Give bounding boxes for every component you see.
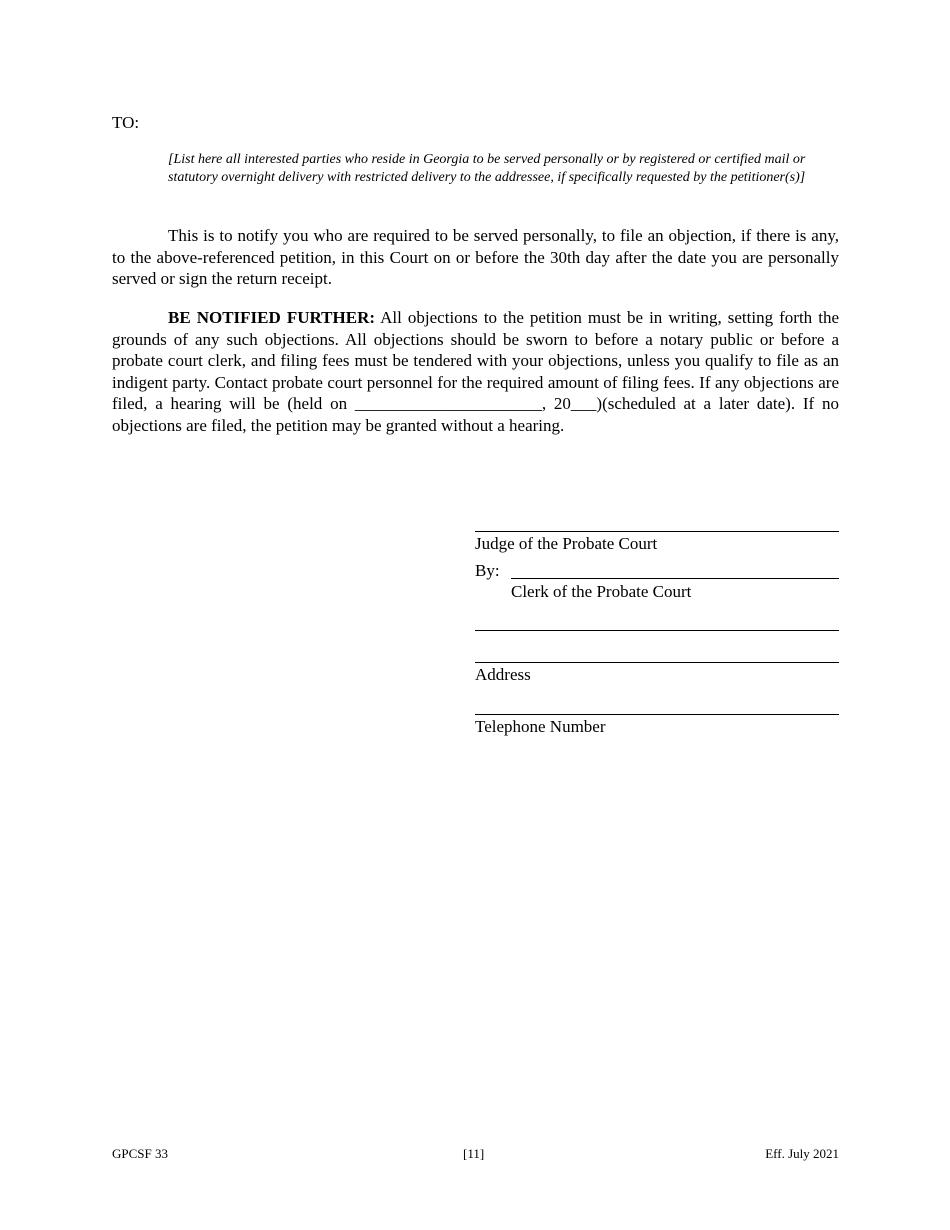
be-notified-body: All objections to the petition must be in writing, setting forth the grounds of any such objections. All objections should be sworn to before a notary public or before a probate court clerk, and filing fees must be tendered with your objections, unless you qualify to file as an indigent party. Contact probate court personnel for the required amount of filing fees. If any objections are filed, a hearing will be (held on ______________________, 20___)(scheduled at a later date). If no objections are filed, the petition may be granted without a hearing. <box>112 308 839 435</box>
interested-parties-instruction: [List here all interested parties who reside in Georgia to be served personally or by registered or certified mail or statutory overnight delivery with restricted delivery to the addressee, if specifically requested by the petitioner(s)] <box>168 152 806 185</box>
notice-paragraph: This is to notify you who are required to be served personally, to file an objection, if there is any, to the above-referenced petition, in this Court on or before the 30th day after the date you are personally served or sign the return receipt. <box>112 226 839 288</box>
clerk-label: Clerk of the Probate Court <box>511 582 692 601</box>
to-label: TO: <box>112 113 140 132</box>
judge-label: Judge of the Probate Court <box>475 534 658 553</box>
telephone-label: Telephone Number <box>475 717 606 736</box>
address-line-2 <box>475 662 839 663</box>
judge-signature-line <box>475 531 839 532</box>
footer-form-id: GPCSF 33 <box>112 1146 168 1161</box>
address-label: Address <box>475 665 531 684</box>
telephone-line <box>475 714 839 715</box>
footer-page-number: [11] <box>463 1146 485 1161</box>
be-notified-paragraph <box>112 307 839 436</box>
footer-effective-date: Eff. July 2021 <box>765 1146 839 1161</box>
address-line-1 <box>475 630 839 631</box>
clerk-signature-line <box>511 578 839 579</box>
by-label: By: <box>475 561 500 580</box>
be-notified-heading: BE NOTIFIED FURTHER: <box>168 308 376 327</box>
